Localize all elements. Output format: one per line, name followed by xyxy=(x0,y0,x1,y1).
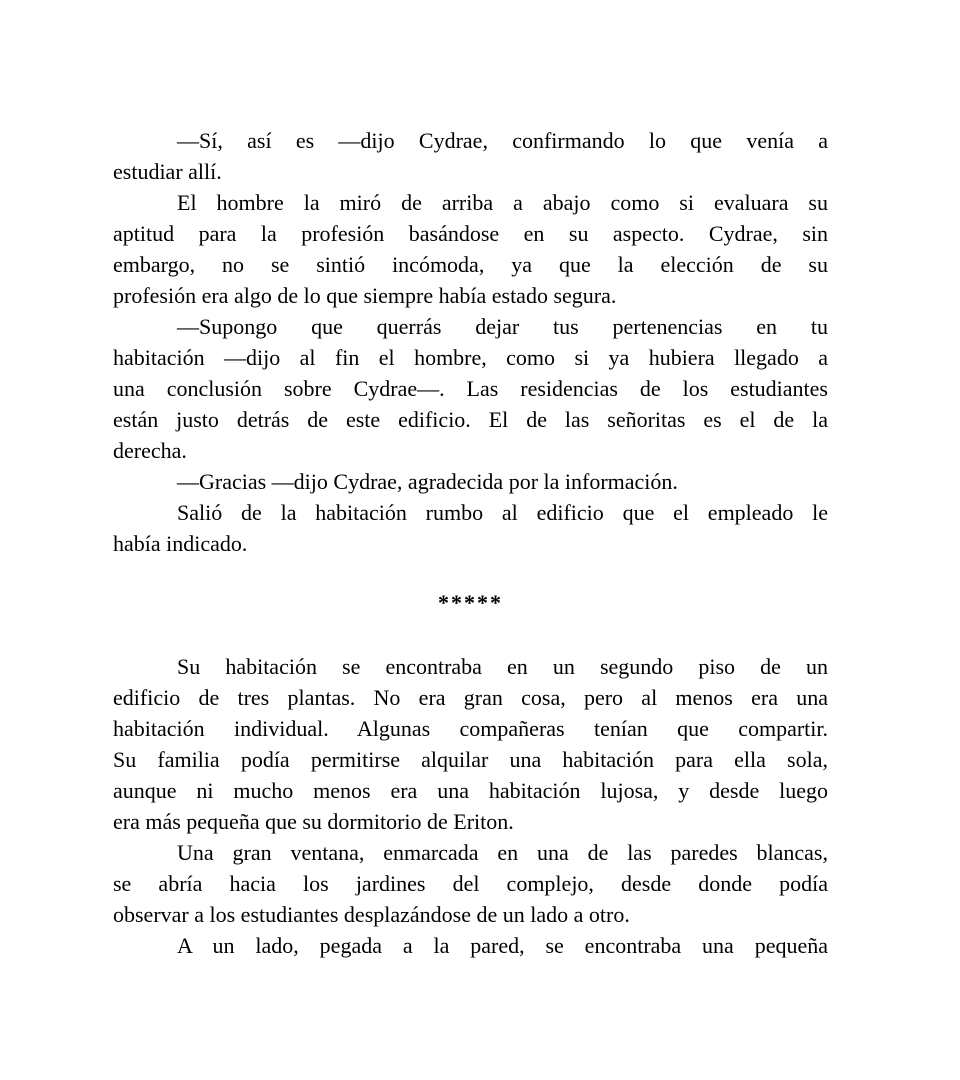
text-line: derecha. xyxy=(113,438,187,463)
paragraph xyxy=(113,311,828,466)
text-line: profesión era algo de lo que siempre había estado segura. xyxy=(113,283,617,308)
text-column xyxy=(113,125,828,961)
paragraph xyxy=(113,187,828,311)
text-line: se abría hacia los jardines del complejo, desde donde podía xyxy=(113,871,828,896)
text-line: aunque ni mucho menos era una habitación lujosa, y desde luego xyxy=(113,778,828,803)
text-line: Una gran ventana, enmarcada en una de las paredes blancas, xyxy=(177,840,828,865)
text-line: embargo, no se sintió incómoda, ya que la elección de su xyxy=(113,252,828,277)
text-line: había indicado. xyxy=(113,531,248,556)
text-line: A un lado, pegada a la pared, se encontraba una pequeña xyxy=(177,933,828,958)
paragraph xyxy=(113,930,828,961)
paragraph xyxy=(113,651,828,837)
text-line: observar a los estudiantes desplazándose de un lado a otro. xyxy=(113,902,630,927)
scene-break-separator: ***** xyxy=(438,590,503,615)
text-line: habitación individual. Algunas compañeras tenían que compartir. xyxy=(113,716,828,741)
text-line: una conclusión sobre Cydrae—. Las residencias de los estudiantes xyxy=(113,376,828,401)
text-line: —Sí, así es —dijo Cydrae, confirmando lo que venía a xyxy=(177,128,828,153)
text-line: —Gracias —dijo Cydrae, agradecida por la información. xyxy=(177,469,678,494)
paragraph xyxy=(113,837,828,930)
text-line: —Supongo que querrás dejar tus pertenencias en tu xyxy=(177,314,828,339)
paragraph xyxy=(113,497,828,559)
text-line: están justo detrás de este edificio. El de las señoritas es el de la xyxy=(113,407,828,432)
paragraph xyxy=(113,125,828,187)
text-line: edificio de tres plantas. No era gran cosa, pero al menos era una xyxy=(113,685,828,710)
text-line: Su familia podía permitirse alquilar una habitación para ella sola, xyxy=(113,747,828,772)
text-line: Su habitación se encontraba en un segundo piso de un xyxy=(177,654,828,679)
text-line: El hombre la miró de arriba a abajo como si evaluara su xyxy=(177,190,828,215)
text-line: aptitud para la profesión basándose en su aspecto. Cydrae, sin xyxy=(113,221,828,246)
paragraph xyxy=(113,466,828,497)
text-line: era más pequeña que su dormitorio de Eriton. xyxy=(113,809,514,834)
text-line: habitación —dijo al fin el hombre, como si ya hubiera llegado a xyxy=(113,345,828,370)
text-line: Salió de la habitación rumbo al edificio que el empleado le xyxy=(177,500,828,525)
text-line: estudiar allí. xyxy=(113,159,222,184)
